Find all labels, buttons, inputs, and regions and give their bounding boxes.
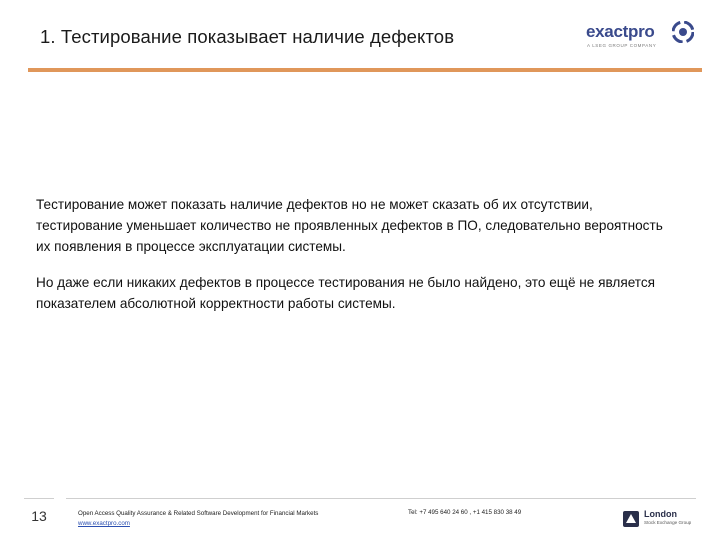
- footer-company-line: Open Access Quality Assurance & Related Software Development for Financial Markets: [78, 510, 319, 517]
- slide-title: 1. Тестирование показывает наличие дефектов: [40, 26, 455, 47]
- body-paragraph: Тестирование может показать наличие дефектов но не может сказать об их отсутствии, тестирование уменьшает количество не проявленных дефектов в ПО, следовательно вероятность их появления в процессе эксплуатации системы.: [36, 197, 663, 254]
- body-paragraph: Но даже если никаких дефектов в процессе тестирования не было найдено, это ещё не является показателем абсолютной корректности работы системы.: [36, 275, 656, 311]
- footer-company-info: [78, 509, 318, 529]
- lse-wordmark: London: [644, 509, 677, 519]
- page-number: 13: [31, 508, 47, 524]
- logo-wordmark: exactpro: [586, 22, 655, 41]
- lse-subtitle: Stock Exchange Group: [644, 520, 692, 525]
- exactpro-swirl-icon: [672, 21, 694, 43]
- logo-tagline: A LSEG GROUP COMPANY: [587, 43, 657, 48]
- lse-logo: [622, 508, 698, 532]
- footer-divider-left: [24, 498, 54, 499]
- footer-phones: Tel: +7 495 640 24 60 , +1 415 830 38 49: [408, 509, 522, 516]
- title-underline: [28, 68, 702, 72]
- slide-body: [36, 194, 676, 329]
- footer-divider-right: [66, 498, 696, 499]
- footer-website-link[interactable]: www.exactpro.com: [78, 520, 130, 527]
- lse-crest-icon: [622, 510, 640, 528]
- exactpro-logo: [586, 20, 696, 50]
